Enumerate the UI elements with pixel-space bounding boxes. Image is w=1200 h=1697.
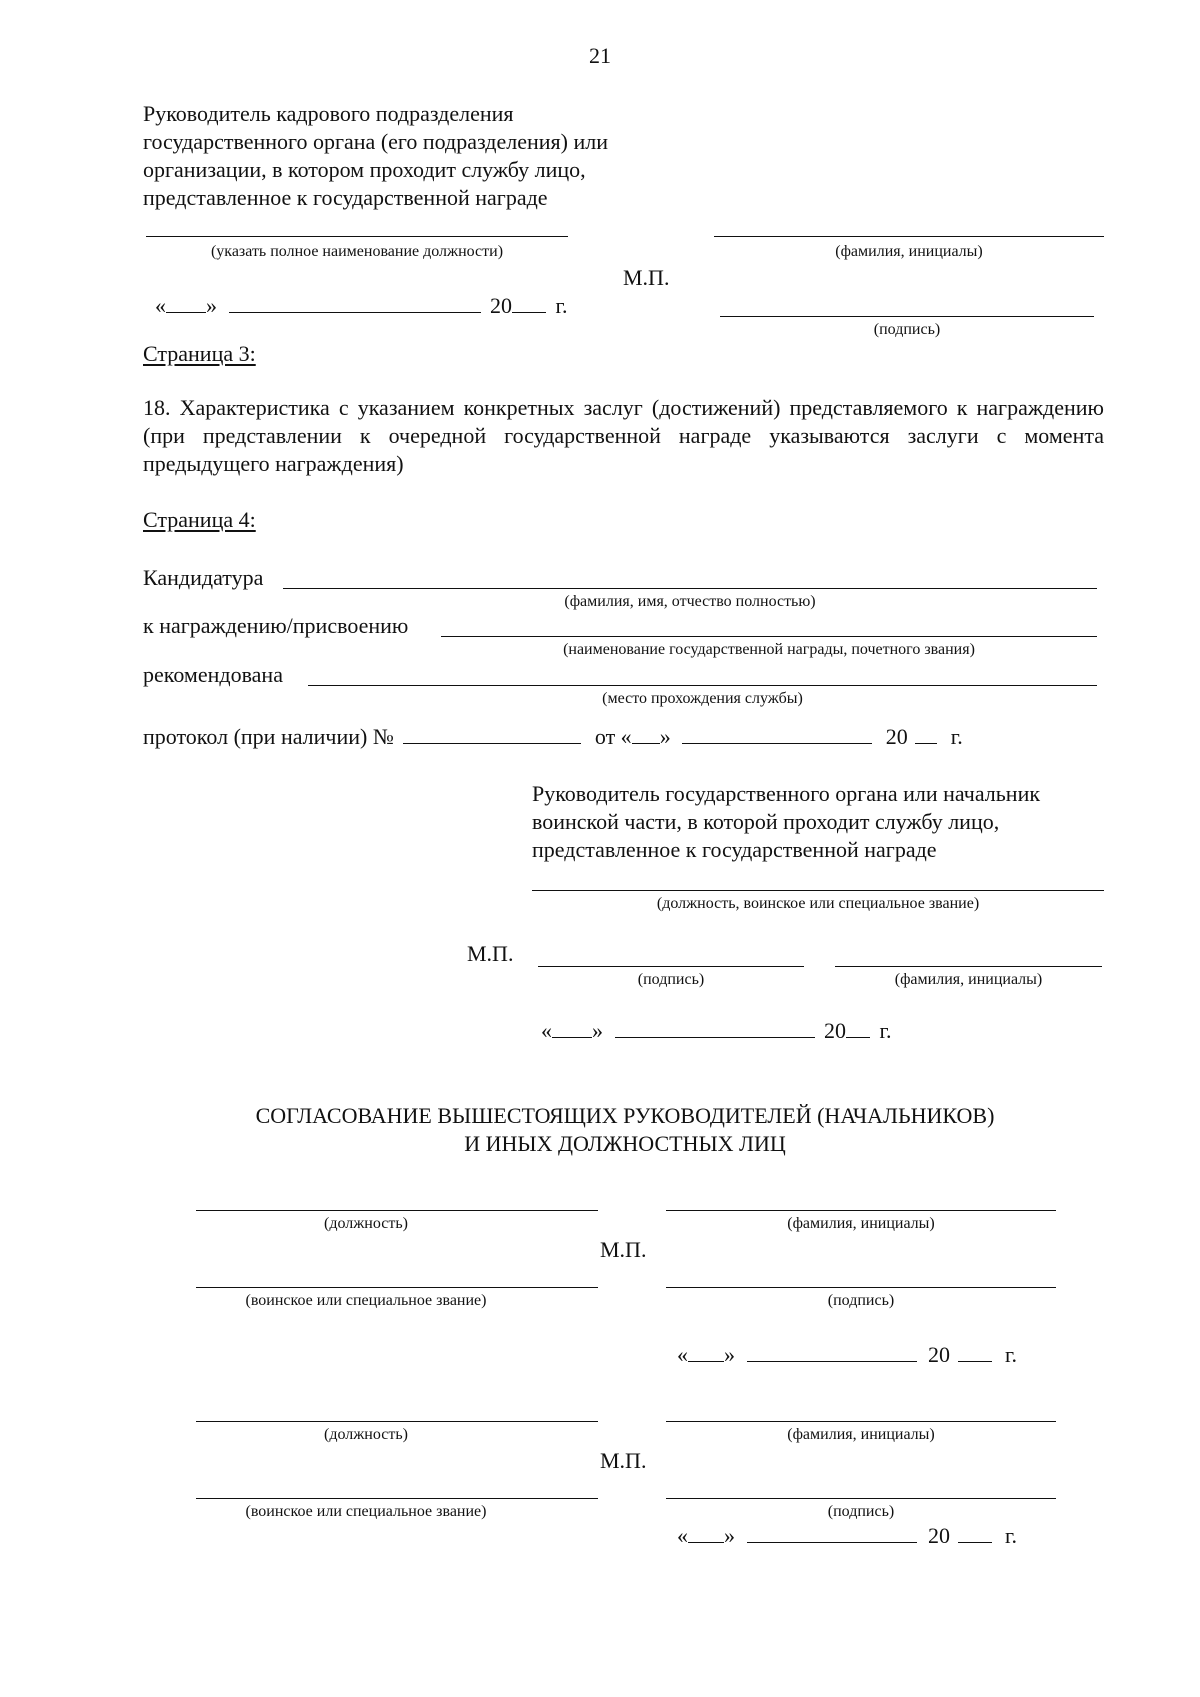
award-caption: (наименование государственной награды, почетного звания) <box>563 641 975 658</box>
hr-head-line-1: Руководитель кадрового подразделения <box>143 101 514 126</box>
protocol-row: протокол (при наличии) № от « » 20 г. <box>143 724 963 749</box>
hr-head-line-3: организации, в котором проходит службу лицо, <box>143 157 586 182</box>
approval-1-signature-line[interactable] <box>666 1287 1056 1288</box>
approval-1-rank-caption: (воинское или специальное звание) <box>245 1292 487 1309</box>
head-block-line-1: Руководитель государственного органа или начальник <box>532 781 1041 806</box>
candidate-label: Кандидатура <box>143 565 264 590</box>
head-date: « » 20 г. <box>541 1018 892 1043</box>
approval-2-rank-caption: (воинское или специальное звание) <box>245 1503 487 1520</box>
protocol-year-field[interactable] <box>915 725 937 744</box>
approval-2-position-caption: (должность) <box>324 1426 408 1443</box>
approval-2-date-year-field[interactable] <box>958 1524 992 1543</box>
approval-1-position-caption: (должность) <box>324 1215 408 1232</box>
page3-item-18: 18. Характеристика с указанием конкретных заслуг (достижений) представляемого к награждению (при представлении к очередной государственной награде указываются заслуги с момента предыдущего награждения) <box>143 395 1104 476</box>
approval-title-line-2: И ИНЫХ ДОЛЖНОСТНЫХ ЛИЦ <box>464 1131 786 1156</box>
approval-2-signature-line[interactable] <box>666 1498 1056 1499</box>
head-position-caption: (должность, воинское или специальное звание) <box>656 895 980 912</box>
head-date-year-field[interactable] <box>846 1019 870 1038</box>
hr-date-month-field[interactable] <box>229 294 481 313</box>
head-date-month-field[interactable] <box>615 1019 815 1038</box>
approval-1-date: « » 20 г. <box>677 1342 1018 1367</box>
approval-1-date-day-field[interactable] <box>688 1343 724 1362</box>
approval-title-line-1: СОГЛАСОВАНИЕ ВЫШЕСТОЯЩИХ РУКОВОДИТЕЛЕЙ (НАЧАЛЬНИКОВ) <box>255 1103 995 1128</box>
protocol-month-field[interactable] <box>682 725 872 744</box>
head-name-line[interactable] <box>835 966 1102 967</box>
hr-name-caption: (фамилия, инициалы) <box>835 243 983 260</box>
approval-2-date: « » 20 г. <box>677 1523 1018 1548</box>
head-block-line-3: представленное к государственной награде <box>532 837 937 862</box>
hr-date: « » 20 г. <box>155 293 568 318</box>
approval-1-signature-caption: (подпись) <box>827 1292 895 1309</box>
hr-date-year-field[interactable] <box>512 294 546 313</box>
hr-signature-line[interactable] <box>720 316 1094 317</box>
approval-1-position-line[interactable] <box>196 1210 598 1211</box>
candidate-field[interactable] <box>283 588 1097 589</box>
candidate-caption: (фамилия, имя, отчество полностью) <box>564 593 816 610</box>
head-signature-line[interactable] <box>538 966 804 967</box>
approval-2-position-line[interactable] <box>196 1421 598 1422</box>
head-block-line-2: воинской части, в которой проходит службу лицо, <box>532 809 1000 834</box>
recommended-caption: (место прохождения службы) <box>602 690 803 707</box>
approval-2-stamp: М.П. <box>600 1448 647 1473</box>
head-signature-caption: (подпись) <box>637 971 705 988</box>
hr-name-line[interactable] <box>714 236 1104 237</box>
protocol-day-field[interactable] <box>632 725 660 744</box>
approval-1-name-caption: (фамилия, инициалы) <box>787 1215 935 1232</box>
approval-2-date-month-field[interactable] <box>747 1524 917 1543</box>
page-number: 21 <box>589 43 611 68</box>
approval-1-rank-line[interactable] <box>196 1287 598 1288</box>
award-field[interactable] <box>441 636 1097 637</box>
recommended-field[interactable] <box>308 685 1097 686</box>
approval-1-date-year-field[interactable] <box>958 1343 992 1362</box>
hr-position-line[interactable] <box>146 236 568 237</box>
hr-position-caption: (указать полное наименование должности) <box>210 243 504 260</box>
protocol-label: протокол (при наличии) № <box>143 724 394 749</box>
hr-stamp: М.П. <box>623 265 670 290</box>
page3-heading: Страница 3: <box>143 341 256 366</box>
approval-1-date-month-field[interactable] <box>747 1343 917 1362</box>
approval-2-name-caption: (фамилия, инициалы) <box>787 1426 935 1443</box>
head-position-line[interactable] <box>532 890 1104 891</box>
head-name-caption: (фамилия, инициалы) <box>894 971 1043 988</box>
page4-heading: Страница 4: <box>143 507 256 532</box>
hr-signature-caption: (подпись) <box>873 321 941 338</box>
head-stamp: М.П. <box>467 941 514 966</box>
approval-2-rank-line[interactable] <box>196 1498 598 1499</box>
hr-head-line-2: государственного органа (его подразделения) или <box>143 129 608 154</box>
recommended-label: рекомендована <box>143 662 283 687</box>
approval-2-date-day-field[interactable] <box>688 1524 724 1543</box>
head-date-day-field[interactable] <box>552 1019 592 1038</box>
hr-date-day-field[interactable] <box>166 294 206 313</box>
approval-1-stamp: М.П. <box>600 1237 647 1262</box>
approval-1-name-line[interactable] <box>666 1210 1056 1211</box>
approval-2-name-line[interactable] <box>666 1421 1056 1422</box>
hr-head-line-4: представленное к государственной награде <box>143 185 548 210</box>
award-label: к награждению/присвоению <box>143 613 409 638</box>
protocol-number-field[interactable] <box>403 725 581 744</box>
approval-2-signature-caption: (подпись) <box>827 1503 895 1520</box>
